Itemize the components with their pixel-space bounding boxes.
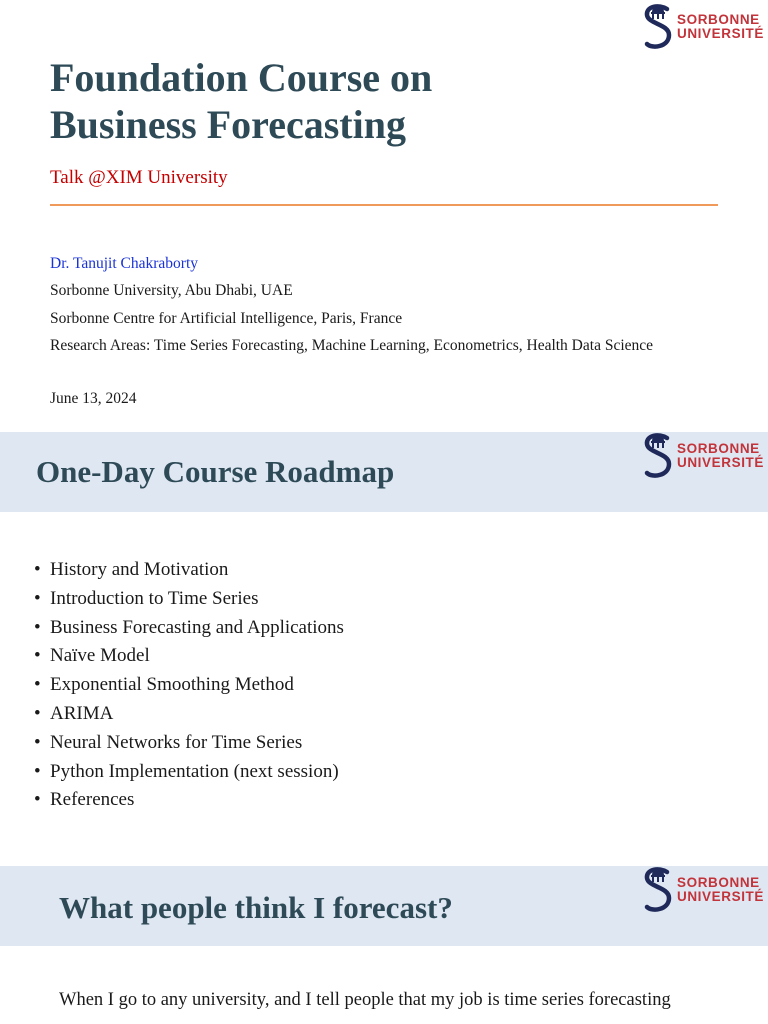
roadmap-slide bbox=[0, 432, 768, 866]
title-line2: Business Forecasting bbox=[50, 102, 406, 147]
list-item-text: History and Motivation bbox=[50, 559, 229, 580]
title-slide bbox=[0, 0, 768, 432]
sorbonne-s-dome-icon bbox=[643, 3, 673, 51]
sorbonne-logo bbox=[643, 3, 764, 51]
bullet: • bbox=[34, 702, 41, 724]
list-item bbox=[34, 700, 344, 729]
logo-line2: UNIVERSITÉ bbox=[676, 26, 764, 41]
list-item-text: ARIMA bbox=[50, 702, 114, 724]
list-item-text: Introduction to Time Series bbox=[50, 587, 259, 609]
list-item-text: Naïve Model bbox=[50, 645, 150, 667]
affiliation-1: Sorbonne University, Abu Dhabi, UAE bbox=[50, 282, 293, 300]
list-item-text: References bbox=[50, 789, 135, 811]
title-divider bbox=[50, 204, 718, 206]
slide-body-text: When I go to any university, and I tell people that my job is time series forecasting bbox=[59, 990, 671, 1010]
list-item-text: Neural Networks for Time Series bbox=[50, 731, 303, 753]
bullet: • bbox=[34, 645, 41, 667]
list-item bbox=[34, 729, 344, 758]
forecast-slide bbox=[0, 866, 768, 1024]
list-item bbox=[34, 556, 344, 585]
list-item bbox=[34, 786, 344, 815]
list-item-text: Business Forecasting and Applications bbox=[50, 616, 344, 638]
sorbonne-logo bbox=[643, 866, 764, 914]
logo-line2: UNIVERSITÉ bbox=[676, 455, 764, 470]
slide-title: One-Day Course Roadmap bbox=[36, 454, 395, 489]
bullet: • bbox=[34, 559, 41, 580]
talk-date: June 13, 2024 bbox=[50, 390, 137, 407]
list-item bbox=[34, 758, 344, 787]
talk-subtitle: Talk @XIM University bbox=[50, 167, 228, 188]
sorbonne-s-dome-icon bbox=[643, 432, 673, 480]
sorbonne-logo bbox=[643, 432, 764, 480]
page-title bbox=[50, 54, 432, 148]
slide-title: What people think I forecast? bbox=[59, 890, 453, 925]
author-block bbox=[50, 254, 653, 363]
affiliation-2: Sorbonne Centre for Artificial Intelligence, Paris, France bbox=[50, 309, 403, 327]
sorbonne-s-dome-icon bbox=[643, 866, 673, 914]
list-item bbox=[34, 585, 344, 614]
logo-line2: UNIVERSITÉ bbox=[676, 889, 764, 904]
bullet: • bbox=[34, 616, 41, 638]
bullet: • bbox=[34, 731, 41, 753]
roadmap-list bbox=[34, 556, 344, 815]
author-name-link[interactable]: Dr. Tanujit Chakraborty bbox=[50, 255, 199, 272]
logo-line1: SORBONNE bbox=[676, 12, 760, 27]
logo-line1: SORBONNE bbox=[676, 441, 760, 456]
bullet: • bbox=[34, 674, 41, 696]
list-item-text: Python Implementation (next session) bbox=[50, 760, 339, 782]
bullet: • bbox=[34, 789, 41, 811]
list-item bbox=[34, 671, 344, 700]
research-areas: Research Areas: Time Series Forecasting, Machine Learning, Econometrics, Health Data Science bbox=[50, 336, 654, 354]
title-line1: Foundation Course on bbox=[50, 55, 433, 100]
logo-line1: SORBONNE bbox=[676, 875, 760, 890]
list-item-text: Exponential Smoothing Method bbox=[50, 674, 294, 696]
list-item bbox=[34, 614, 344, 643]
list-item bbox=[34, 642, 344, 671]
bullet: • bbox=[34, 587, 41, 609]
bullet: • bbox=[34, 760, 41, 782]
